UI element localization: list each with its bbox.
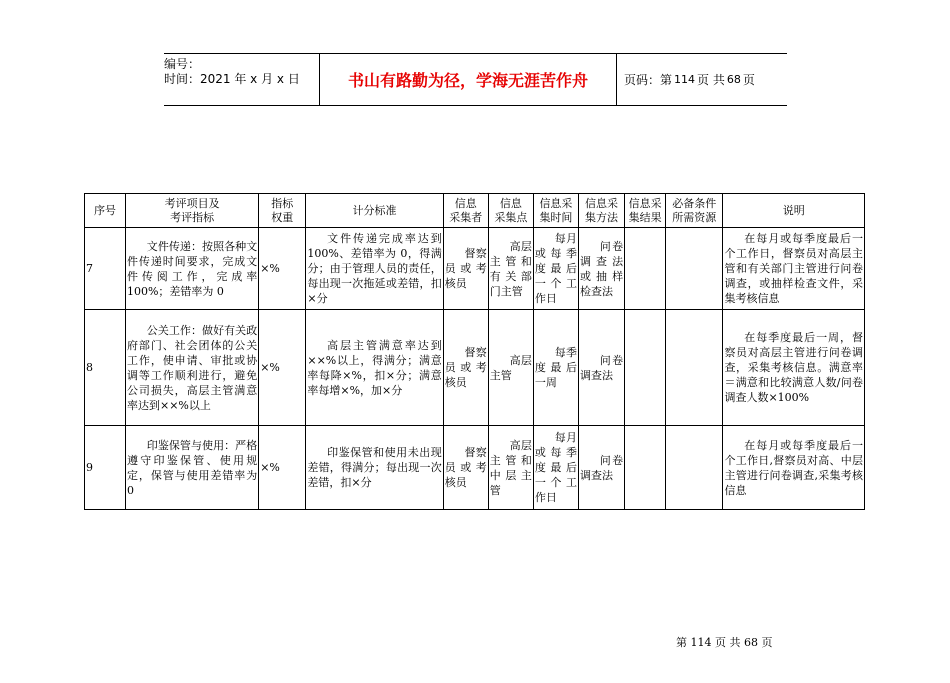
row-method: 问卷调查法 [578,310,624,426]
col-header-weight: 指标 权重 [259,194,306,228]
col-header-time: 信息采 集时间 [533,194,578,228]
time-label: 时间：2021 年 x 月 x 日 [164,72,300,86]
row-result [625,228,666,310]
page-current: 114 [674,73,696,86]
number-label: 编号： [164,57,201,71]
row-time: 每季度最后一周 [533,310,578,426]
row-weight: ×% [259,228,306,310]
col-header-point: 信息 采集点 [488,194,533,228]
row-no: 8 [85,310,126,426]
row-note: 在每季度最后一周，督察员对高层主管进行问卷调查，采集考核信息。满意率＝满意和比较满意人数/问卷调查人数×100% [723,310,865,426]
row-resource [666,310,723,426]
col-header-item: 考评项目及 考评指标 [125,194,258,228]
row-collector: 督察员或考核员 [443,310,488,426]
row-point: 高层主管 [488,310,533,426]
row-method: 问卷调查法或抽样检查法 [578,228,624,310]
row-point: 高层主管和有关部门主管 [488,228,533,310]
col-header-collector: 信息 采集者 [443,194,488,228]
col-header-method: 信息采 集方法 [578,194,624,228]
row-no: 9 [85,426,126,510]
row-item: 公关工作：做好有关政府部门、社会团体的公关工作，使申请、审批或协调等工作顺利进行，避免公司损失，高层主管满意率达到××%以上 [125,310,258,426]
row-item: 印鉴保管与使用：严格遵守印鉴保管、使用规定，保管与使用差错率为 0 [125,426,258,510]
row-collector: 督察员或考核员 [443,426,488,510]
row-time: 每月或每季度最后一个工作日 [533,228,578,310]
row-resource [666,426,723,510]
col-header-scoring: 计分标准 [306,194,443,228]
col-header-resource: 必备条件 所需资源 [666,194,723,228]
col-header-result: 信息采 集结果 [625,194,666,228]
row-scoring: 高层主管满意率达到××%以上，得满分；满意率每降×%，扣×分；满意率每增×%，加×分 [306,310,443,426]
col-header-note: 说明 [723,194,865,228]
row-scoring: 文件传递完成率达到 100%、差错率为 0，得满分；由于管理人员的责任，每出现一次拖延或差错，扣×分 [306,228,443,310]
row-note: 在每月或每季度最后一个工作日,督察员对高、中层主管进行问卷调查,采集考核信息 [723,426,865,510]
assessment-table [84,193,865,510]
col-header-no: 序号 [85,194,126,228]
row-result [625,310,666,426]
row-collector: 督察员或考核员 [443,228,488,310]
row-time: 每月或每季度最后一个工作日 [533,426,578,510]
row-weight: ×% [259,426,306,510]
row-method: 问卷调查法 [578,426,624,510]
row-result [625,426,666,510]
table-row [85,426,865,510]
page-mid: 页 共 [697,73,725,87]
header-meta [164,54,320,105]
header-motto: 书山有路勤为径，学海无涯苦作舟 [320,54,617,105]
row-item: 文件传递：按照各种文件传递时间要求，完成文件传阅工作，完成率 100%；差错率为 0 [125,228,258,310]
row-point: 高层主管和中层主管 [488,426,533,510]
header-row [85,194,865,228]
row-weight: ×% [259,310,306,426]
page-header [164,53,787,106]
row-resource [666,228,723,310]
page-prefix: 页码：第 [624,73,673,87]
row-note: 在每月或每季度最后一个工作日，督察员对高层主管和有关部门主管进行问卷调查，或抽样检查文件，采集考核信息 [723,228,865,310]
row-scoring: 印鉴保管和使用未出现差错，得满分；每出现一次差错，扣×分 [306,426,443,510]
page-footer: 第 114 页 共 68 页 [676,636,773,649]
table-row [85,228,865,310]
row-no: 7 [85,228,126,310]
table-row [85,310,865,426]
page-total: 68 [726,73,741,86]
header-page-info [624,54,787,105]
page-suffix: 页 [742,73,755,87]
